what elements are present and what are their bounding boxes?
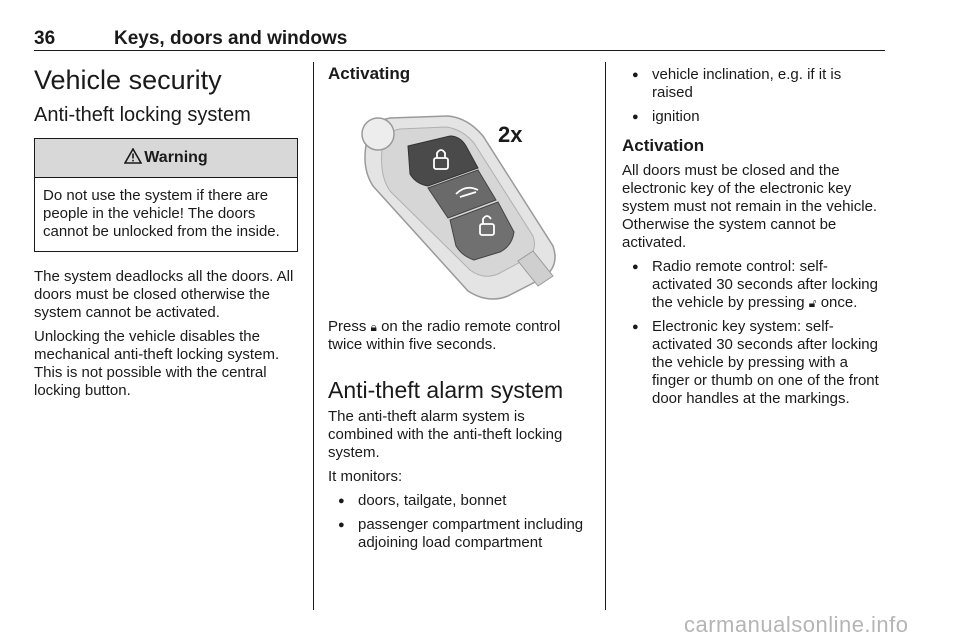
list-item: ● passenger compartment including adjoining load compartment bbox=[328, 516, 586, 552]
illustration-label: 2x bbox=[498, 122, 523, 147]
paragraph: The anti-theft alarm system is combined with the anti-theft locking system. bbox=[328, 408, 563, 461]
monitor-list bbox=[328, 492, 586, 552]
paragraph: Unlocking the vehicle disables the mechanical anti-theft locking system. This is not possible with the central locking button. bbox=[34, 328, 280, 399]
warning-triangle-icon bbox=[124, 148, 142, 169]
activating-heading: Activating bbox=[328, 64, 411, 83]
warning-header bbox=[35, 139, 297, 178]
monitor-list-continued bbox=[622, 66, 886, 126]
unlock-icon: 🔓︎ bbox=[808, 296, 817, 310]
column-2 bbox=[328, 62, 586, 558]
list-item: ● doors, tailgate, bonnet bbox=[328, 492, 586, 510]
paragraph: The system deadlocks all the doors. All doors must be closed otherwise the system cannot be activated. bbox=[34, 268, 294, 321]
page-header bbox=[34, 26, 885, 51]
watermark: carmanualsonline.info bbox=[684, 612, 909, 637]
section-title: Vehicle security bbox=[34, 65, 222, 95]
activation-heading: Activation bbox=[622, 136, 705, 155]
running-title: Keys, doors and windows bbox=[114, 28, 348, 49]
lock-icon: 🔒︎ bbox=[370, 320, 377, 334]
list-item: ● vehicle inclination, e.g. if it is raised bbox=[622, 66, 886, 102]
paragraph: Press 🔒︎ on the radio remote control twice within five seconds. bbox=[328, 318, 561, 353]
warning-heading: Warning bbox=[144, 149, 208, 166]
column-1 bbox=[34, 62, 298, 406]
column-divider bbox=[313, 62, 314, 610]
page-number: 36 bbox=[34, 28, 56, 49]
list-item: ● Electronic key system: self-activated 30 seconds after locking the vehicle by pressing with a finger or thumb on one of the front door handles at the markings. bbox=[622, 318, 886, 408]
alarm-title: Anti-theft alarm system bbox=[328, 377, 564, 403]
key-fob-illustration bbox=[328, 96, 590, 306]
list-item: ● ignition bbox=[622, 108, 886, 126]
paragraph: It monitors: bbox=[328, 468, 403, 485]
warning-text: Do not use the system if there are people in the vehicle! The doors cannot be unlocked from the inside. bbox=[43, 187, 280, 240]
warning-box bbox=[34, 138, 298, 252]
activation-list bbox=[622, 258, 886, 408]
column-divider bbox=[605, 62, 606, 610]
paragraph: All doors must be closed and the electronic key of the electronic key system must not remain in the vehicle. Otherwise the system cannot be activated. bbox=[622, 162, 878, 251]
column-3 bbox=[622, 62, 886, 414]
list-item: ● Radio remote control: self-activated 30 seconds after locking the vehicle by pressing 🔓︎ once. bbox=[622, 258, 886, 312]
subsection-title: Anti-theft locking system bbox=[34, 104, 251, 126]
